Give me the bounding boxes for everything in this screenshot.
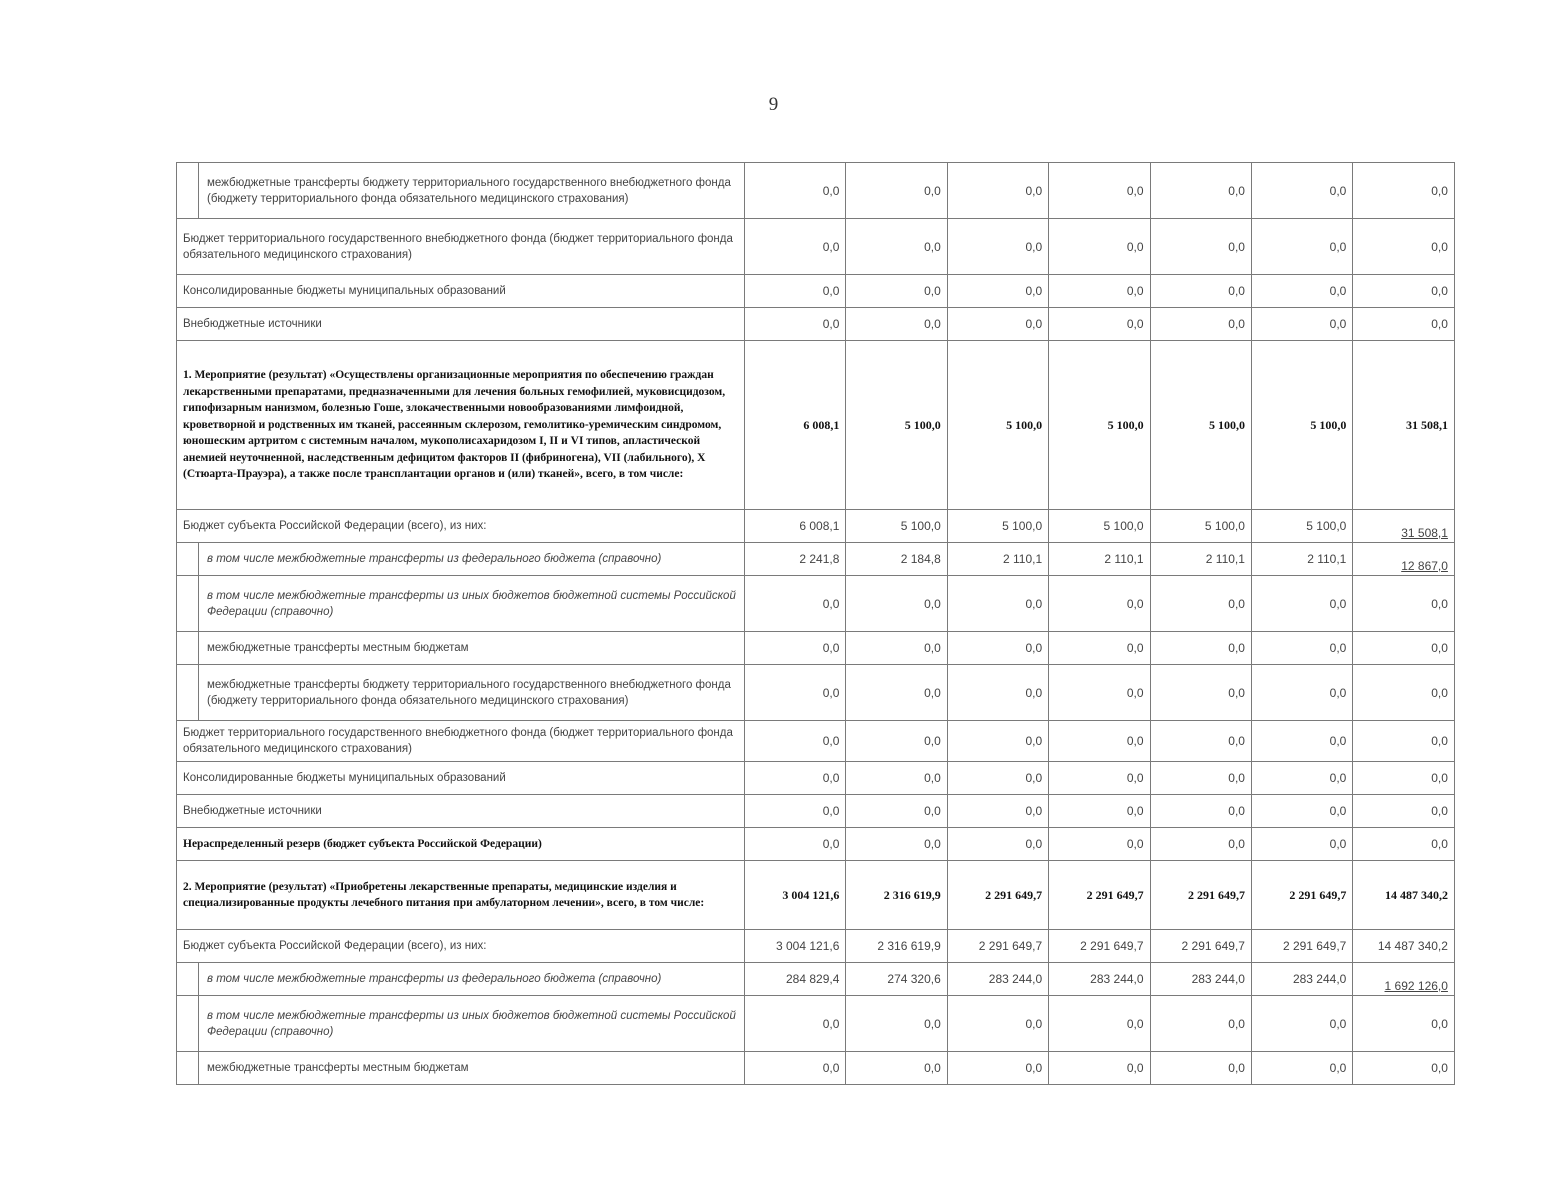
table-row	[177, 543, 1455, 576]
value-cell: 6 008,1	[745, 510, 846, 543]
value-cell: 0,0	[1049, 996, 1150, 1052]
value-cell: 0,0	[947, 308, 1048, 341]
value-cell: 0,0	[846, 996, 947, 1052]
value-cell: 0,0	[1049, 308, 1150, 341]
value-cell: 0,0	[745, 721, 846, 762]
value-cell: 0,0	[1251, 721, 1352, 762]
value-cell: 3 004 121,6	[745, 930, 846, 963]
indent-cell	[177, 996, 199, 1052]
value-cell: 0,0	[1353, 762, 1455, 795]
value-cell: 0,0	[1049, 275, 1150, 308]
row-label: Бюджет субъекта Российской Федерации (всего), из них:	[177, 510, 745, 543]
value-cell: 0,0	[1251, 308, 1352, 341]
value-cell: 5 100,0	[1049, 510, 1150, 543]
table-row	[177, 632, 1455, 665]
value-cell: 0,0	[1353, 219, 1455, 275]
value-cell: 0,0	[1251, 762, 1352, 795]
value-cell: 0,0	[1150, 1052, 1251, 1085]
value-cell: 0,0	[846, 1052, 947, 1085]
value-cell: 0,0	[1353, 275, 1455, 308]
value-cell: 2 110,1	[1150, 543, 1251, 576]
value-cell: 0,0	[1150, 163, 1251, 219]
value-cell: 2 316 619,9	[846, 861, 947, 930]
table-row	[177, 275, 1455, 308]
value-cell: 0,0	[1251, 795, 1352, 828]
table-row	[177, 163, 1455, 219]
value-cell: 2 110,1	[1251, 543, 1352, 576]
indent-cell	[177, 665, 199, 721]
value-cell: 0,0	[1353, 828, 1455, 861]
value-cell: 0,0	[1150, 795, 1251, 828]
value-cell: 14 487 340,2	[1353, 930, 1455, 963]
value-cell: 2 291 649,7	[1049, 861, 1150, 930]
row-label: межбюджетные трансферты местным бюджетам	[199, 632, 745, 665]
table-row	[177, 996, 1455, 1052]
value-cell: 2 291 649,7	[1150, 930, 1251, 963]
value-cell: 5 100,0	[1049, 341, 1150, 510]
value-cell: 0,0	[947, 219, 1048, 275]
value-cell: 0,0	[745, 762, 846, 795]
value-cell: 0,0	[1150, 275, 1251, 308]
indent-cell	[177, 543, 199, 576]
row-label: межбюджетные трансферты бюджету территориального государственного внебюджетного фонда (бюджету территориального фонда обязательного медицинского страхования)	[199, 665, 745, 721]
value-cell: 0,0	[745, 632, 846, 665]
value-cell: 0,0	[1353, 576, 1455, 632]
value-cell: 0,0	[846, 795, 947, 828]
value-cell: 0,0	[846, 632, 947, 665]
table-row	[177, 930, 1455, 963]
value-cell: 0,0	[745, 996, 846, 1052]
value-cell: 0,0	[947, 632, 1048, 665]
value-cell: 2 291 649,7	[1150, 861, 1251, 930]
value-cell: 0,0	[947, 576, 1048, 632]
value-cell: 0,0	[947, 828, 1048, 861]
value-cell: 0,0	[1049, 721, 1150, 762]
row-label: Внебюджетные источники	[177, 308, 745, 341]
measure-2-label: 2. Мероприятие (результат) «Приобретены лекарственные препараты, медицинские изделия и специализированные продукты лечебного питания при амбулаторном лечении», всего, в том числе:	[177, 861, 745, 930]
value-cell: 0,0	[1251, 275, 1352, 308]
value-cell: 283 244,0	[1251, 963, 1352, 996]
value-cell: 6 008,1	[745, 341, 846, 510]
value-cell: 2 110,1	[947, 543, 1048, 576]
value-cell: 2 316 619,9	[846, 930, 947, 963]
row-label: в том числе межбюджетные трансферты из иных бюджетов бюджетной системы Российской Федерации (справочно)	[199, 996, 745, 1052]
row-label: межбюджетные трансферты бюджету территориального государственного внебюджетного фонда (бюджету территориального фонда обязательного медицинского страхования)	[199, 163, 745, 219]
value-cell: 2 110,1	[1049, 543, 1150, 576]
table-row	[177, 861, 1455, 930]
value-cell: 0,0	[947, 163, 1048, 219]
value-cell: 0,0	[846, 762, 947, 795]
value-cell: 0,0	[846, 721, 947, 762]
indent-cell	[177, 576, 199, 632]
value-cell: 0,0	[745, 219, 846, 275]
value-cell: 0,0	[1251, 665, 1352, 721]
value-cell: 274 320,6	[846, 963, 947, 996]
value-cell: 5 100,0	[1150, 510, 1251, 543]
reserve-label: Нераспределенный резерв (бюджет субъекта Российской Федерации)	[177, 828, 745, 861]
value-cell: 0,0	[1150, 665, 1251, 721]
value-cell: 0,0	[1049, 163, 1150, 219]
value-cell: 0,0	[1251, 996, 1352, 1052]
value-cell: 283 244,0	[1150, 963, 1251, 996]
table-row	[177, 1052, 1455, 1085]
value-cell: 0,0	[745, 308, 846, 341]
table-row	[177, 795, 1455, 828]
value-cell: 0,0	[1150, 219, 1251, 275]
value-cell: 0,0	[1251, 219, 1352, 275]
value-cell: 0,0	[745, 665, 846, 721]
value-cell: 5 100,0	[1251, 510, 1352, 543]
table-row	[177, 665, 1455, 721]
row-label: Консолидированные бюджеты муниципальных образований	[177, 762, 745, 795]
value-cell: 0,0	[1353, 1052, 1455, 1085]
value-cell: 0,0	[1150, 996, 1251, 1052]
value-cell: 0,0	[745, 795, 846, 828]
table-row	[177, 219, 1455, 275]
row-label: межбюджетные трансферты местным бюджетам	[199, 1052, 745, 1085]
table-row	[177, 576, 1455, 632]
value-cell: 0,0	[1049, 665, 1150, 721]
table-row	[177, 762, 1455, 795]
value-cell: 5 100,0	[947, 341, 1048, 510]
value-cell: 0,0	[947, 1052, 1048, 1085]
value-cell: 5 100,0	[846, 510, 947, 543]
value-cell: 5 100,0	[1150, 341, 1251, 510]
value-cell: 0,0	[846, 308, 947, 341]
row-label: в том числе межбюджетные трансферты из иных бюджетов бюджетной системы Российской Федерации (справочно)	[199, 576, 745, 632]
value-cell: 0,0	[846, 576, 947, 632]
value-cell: 0,0	[1353, 795, 1455, 828]
indent-cell	[177, 963, 199, 996]
value-cell: 0,0	[947, 721, 1048, 762]
value-cell: 0,0	[1251, 1052, 1352, 1085]
budget-table	[176, 162, 1455, 1085]
page-number: 9	[768, 94, 779, 115]
value-cell: 0,0	[1353, 665, 1455, 721]
value-cell: 0,0	[1353, 721, 1455, 762]
value-cell: 0,0	[947, 996, 1048, 1052]
value-cell: 0,0	[1150, 721, 1251, 762]
value-cell: 0,0	[846, 163, 947, 219]
row-label: Бюджет субъекта Российской Федерации (всего), из них:	[177, 930, 745, 963]
value-cell: 14 487 340,2	[1353, 861, 1455, 930]
value-cell: 5 100,0	[947, 510, 1048, 543]
value-cell: 5 100,0	[846, 341, 947, 510]
value-cell: 0,0	[1049, 795, 1150, 828]
value-cell: 5 100,0	[1251, 341, 1352, 510]
value-cell: 0,0	[745, 828, 846, 861]
row-label: в том числе межбюджетные трансферты из федерального бюджета (справочно)	[199, 963, 745, 996]
value-cell: 0,0	[1251, 828, 1352, 861]
indent-cell	[177, 163, 199, 219]
value-cell: 0,0	[1353, 996, 1455, 1052]
value-cell: 0,0	[846, 219, 947, 275]
value-cell: 0,0	[1049, 1052, 1150, 1085]
value-cell: 0,0	[1150, 308, 1251, 341]
value-cell: 0,0	[1049, 219, 1150, 275]
value-cell: 0,0	[947, 762, 1048, 795]
measure-1-label: 1. Мероприятие (результат) «Осуществлены организационные мероприятия по обеспечению граждан лекарственными препаратами, предназначенными для лечения больных гемофилией, муковисцидозом, гипофизарным нанизмом, болезнью Гоше, злокачественными новообразованиями лимфоидной, кроветворной и родственных им тканей, рассеянным склерозом, гемолитико-уремическим синдромом, юношеским артритом с системным началом, мукополисахаридозом I, II и VI типов, апластической анемией неуточненной, наследственным дефицитом факторов II (фибриногена), VII (лабильного), X (Стюарта-Прауэра), а также после трансплантации органов и (или) тканей», всего, в том числе:	[177, 341, 745, 510]
value-cell: 0,0	[947, 665, 1048, 721]
row-label: Бюджет территориального государственного внебюджетного фонда (бюджет территориального фонда обязательного медицинского страхования)	[177, 219, 745, 275]
value-cell: 0,0	[745, 163, 846, 219]
indent-cell	[177, 632, 199, 665]
row-label: Внебюджетные источники	[177, 795, 745, 828]
value-cell: 3 004 121,6	[745, 861, 846, 930]
value-cell: 0,0	[1353, 308, 1455, 341]
value-cell: 0,0	[947, 275, 1048, 308]
value-cell: 0,0	[745, 275, 846, 308]
value-cell: 0,0	[1150, 828, 1251, 861]
value-cell: 0,0	[1251, 576, 1352, 632]
value-cell: 2 291 649,7	[1251, 930, 1352, 963]
table-row	[177, 341, 1455, 510]
table-row	[177, 828, 1455, 861]
value-cell: 2 241,8	[745, 543, 846, 576]
value-cell: 12 867,0	[1353, 543, 1455, 576]
value-cell: 283 244,0	[947, 963, 1048, 996]
value-cell: 0,0	[1049, 576, 1150, 632]
value-cell: 0,0	[846, 665, 947, 721]
value-cell: 0,0	[1049, 632, 1150, 665]
table-row	[177, 510, 1455, 543]
value-cell: 0,0	[1150, 762, 1251, 795]
value-cell: 0,0	[947, 795, 1048, 828]
value-cell: 283 244,0	[1049, 963, 1150, 996]
row-label: в том числе межбюджетные трансферты из федерального бюджета (справочно)	[199, 543, 745, 576]
value-cell: 2 184,8	[846, 543, 947, 576]
table-row	[177, 721, 1455, 762]
row-label: Бюджет территориального государственного внебюджетного фонда (бюджет территориального фонда обязательного медицинского страхования)	[177, 721, 745, 762]
value-cell: 0,0	[1353, 163, 1455, 219]
value-cell: 0,0	[745, 1052, 846, 1085]
value-cell: 31 508,1	[1353, 510, 1455, 543]
value-cell: 0,0	[846, 828, 947, 861]
value-cell: 0,0	[1150, 632, 1251, 665]
value-cell: 0,0	[1049, 828, 1150, 861]
table-row	[177, 308, 1455, 341]
value-cell: 2 291 649,7	[947, 861, 1048, 930]
value-cell: 0,0	[1150, 576, 1251, 632]
value-cell: 0,0	[1251, 632, 1352, 665]
value-cell: 0,0	[745, 576, 846, 632]
indent-cell	[177, 1052, 199, 1085]
value-cell: 0,0	[846, 275, 947, 308]
value-cell: 284 829,4	[745, 963, 846, 996]
table-row	[177, 963, 1455, 996]
value-cell: 2 291 649,7	[1251, 861, 1352, 930]
value-cell: 0,0	[1251, 163, 1352, 219]
value-cell: 1 692 126,0	[1353, 963, 1455, 996]
value-cell: 31 508,1	[1353, 341, 1455, 510]
row-label: Консолидированные бюджеты муниципальных образований	[177, 275, 745, 308]
value-cell: 2 291 649,7	[1049, 930, 1150, 963]
value-cell: 0,0	[1049, 762, 1150, 795]
value-cell: 0,0	[1353, 632, 1455, 665]
value-cell: 2 291 649,7	[947, 930, 1048, 963]
